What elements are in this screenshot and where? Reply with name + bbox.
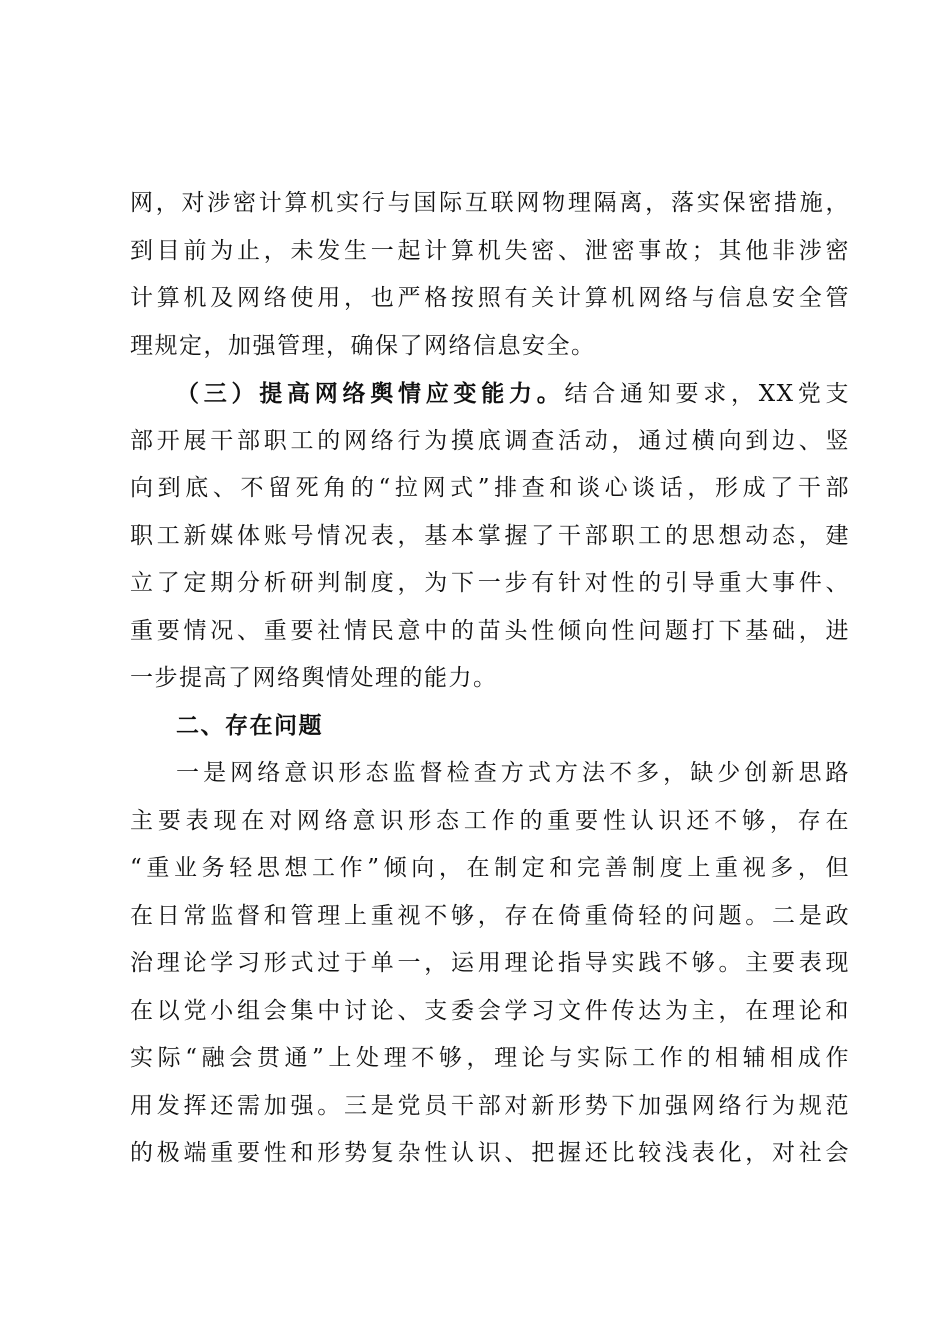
paragraph-line: 网，对涉密计算机实行与国际互联网物理隔离，落实保密措施， (130, 190, 850, 216)
section-heading: 二、存在问题 (176, 712, 323, 739)
paragraph-line (130, 370, 850, 418)
paragraph-line: 部开展干部职工的网络行为摸底调查活动，通过横向到边、竖 (130, 427, 850, 454)
paragraph-line: “重业务轻思想工作”倾向，在制定和完善制度上重视多，但 (130, 855, 850, 881)
paragraph-line: 计算机及网络使用，也严格按照有关计算机网络与信息安全管 (130, 285, 850, 311)
paragraph-line: 治理论学习形式过于单一，运用理论指导实践不够。主要表现 (130, 950, 850, 976)
paragraph-line: 立了定期分析研判制度，为下一步有针对性的引导重大事件、 (130, 570, 850, 596)
paragraph-line: 在以党小组会集中讨论、支委会学习文件传达为主，在理论和 (130, 997, 850, 1024)
document-body (130, 180, 850, 1178)
paragraph-line: 到目前为止，未发生一起计算机失密、泄密事故；其他非涉密 (130, 237, 850, 264)
paragraph-line: 向到底、不留死角的“拉网式”排查和谈心谈话，形成了干部 (130, 475, 850, 501)
paragraph-line: 实际“融会贯通”上处理不够，理论与实际工作的相辅相成作 (130, 1045, 850, 1071)
section-lead: （三）提高网络舆情应变能力。 (176, 380, 565, 407)
paragraph-line: 重要情况、重要社情民意中的苗头性倾向性问题打下基础，进 (130, 617, 850, 644)
paragraph-line: 主要表现在对网络意识形态工作的重要性认识还不够，存在 (130, 807, 850, 834)
paragraph-line: 用发挥还需加强。三是党员干部对新形势下加强网络行为规范 (130, 1092, 850, 1119)
paragraph-line: 理规定，加强管理，确保了网络信息安全。 (130, 332, 596, 359)
paragraph-line: 的极端重要性和形势复杂性认识、把握还比较浅表化，对社会 (130, 1140, 850, 1166)
paragraph-line: 一步提高了网络舆情处理的能力。 (130, 665, 498, 691)
paragraph-line: 在日常监督和管理上重视不够，存在倚重倚轻的问题。二是政 (130, 902, 850, 929)
paragraph-line: 一是网络意识形态监督检查方式方法不多，缺少创新思路 (176, 760, 850, 786)
paragraph-text: 结合通知要求，XX党支 (564, 381, 850, 407)
paragraph-line: 职工新媒体账号情况表，基本掌握了干部职工的思想动态，建 (130, 522, 850, 549)
